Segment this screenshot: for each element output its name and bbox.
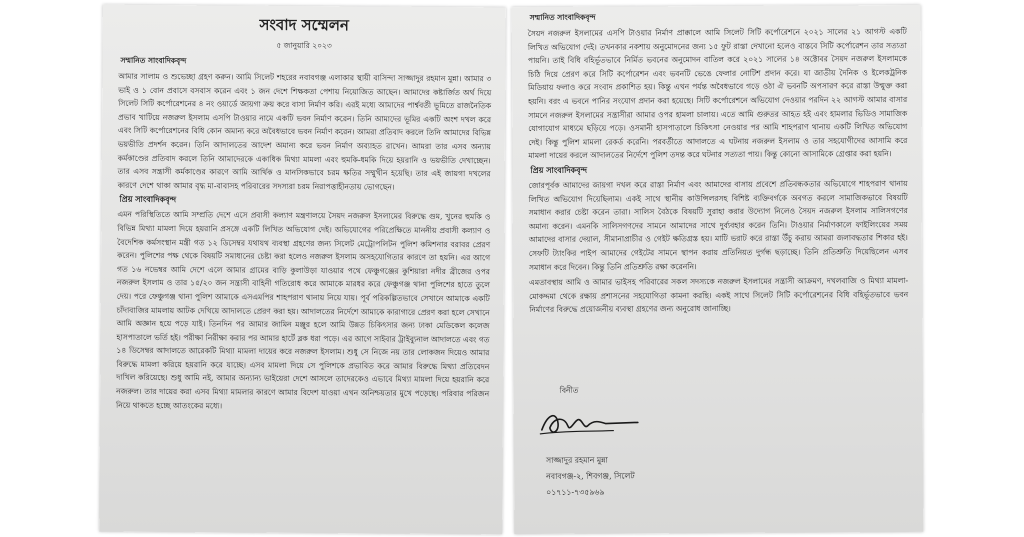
section-heading: প্রিয় সাংবাদিকবৃন্দ [119,194,177,205]
body-paragraph: আমার সালাম ও শুভেচ্ছা গ্রহণ করুন। আমি সিলেট শহরের নবাবগঞ্জ এলাকার স্থায়ী বাসিন্দা সাজ্জাদুর রহমান মুন্না। আমার ৩ ভাই ও ১ বোন প্রবাসে বসবাস করেন এবং ১ জন দেশে শিক্ষকতা পেশায় নিয়োজিত আছেন। আমাদের কষ্টার্জিত অর্থ দিয়ে সিলেট সিটি কর্পোরেশনের ৪ নং ওয়ার্ডে জায়গা ক্রয় করে বাসা নির্মাণ করি। এরই মধ্যে আমাদের পার্শ্ববর্তী ভূমিতে রাজনৈতিক প্রভাব খাটিয়ে নজরুল ইসলাম এসপি টাওয়ার নামে একটি ভবন নির্মাণ করেন। তিনি আমাদের ভূমির একটি অংশ দখল করে এবং সিটি কর্পোরেশনের বিধি কোন অমান্য করে অবৈধভাবে ভবন নির্মাণ করেন। আমরা প্রতিবাদ করলে তিনি আমাদের বিভিন্ন ভয়ভীতি প্রদর্শন করেন। তিনি আদালতের আদেশ অমান্য করে ভবন নির্মাণ অব্যাহত রাখেন। আমরা তার এসব অন্যায় কর্মকাণ্ডের প্রতিবাদ করলে তিনি আমাদেরকে একাধিক মিথ্যা মামলা এবং হুমকি-ধমকি দিয়ে হয়রানি ও ভয়ভীতি দেখাচ্ছেন। তার এসব সন্ত্রাসী কর্মকাণ্ডের কারণে আমি আর্থিক ও মানসিকভাবে চরম ক্ষতির সম্মুখীন হয়েছি। তার এই জায়গা দখলের কারণে দেশে থাকা আমার বৃদ্ধ মা-বাবাসহ পরিবারের সদস্যরা চরম নিরাপত্তাহীনতায় ভোগছেন। [117,71,492,192]
body-paragraph: সৈয়দ নজরুল ইসলামের এসপি টাওয়ার নির্মাণ প্রাক্কালে আমি সিলেট সিটি কর্পোরেশনে ২০২১ সালের ২১ আগস্ট একটি লিখিত অভিযোগ দেই। তখনকার নকশায় অনুমোদনের জন্য ১৫ ফুট রাস্তা দেখানো হলেও বাস্তবে সিটি কর্পোরেশন তার সত্যতা পায়নি। তাই বিধি বহির্ভূতভাবে নির্মিত ভবনের অনুমোদন বাতিল করে ২০২১ সালের ১৪ অক্টোবর সৈয়দ নজরুল ইসলামকে চিঠি দিয়ে প্রেরণ করে সিটি কর্পোরেশন এবং ভবনটি ভেঙে ফেলার নোটিশ প্রদান করে। যা জাতীয় দৈনিক ও ইলেকট্রনিক মিডিয়ায় ফলাও করে সংবাদ প্রকাশিত হয়। কিন্তু এখন পর্যন্ত অবৈধভাবে গড়ে ওঠা ঐ ভবনটি অপসারণ করে রাস্তা উন্মুক্ত করা হয়নি। বরং এ ভবনে পানির সংযোগ প্রদান করা হয়েছে। সিটি কর্পোরেশনে অভিযোগ দেওয়ার পরদিন ২২ আগস্ট আমার বাসার সামনে নজরুল ইসলামের সন্ত্রাসীরা আমার ওপর হামলা চালায়। এতে আমি গুরুতর আহত হই এবং হামলার ভিডিও সামাজিক যোগাযোগ মাধ্যমে ছড়িয়ে পড়ে। ওসমানী হাসপাতালে চিকিৎসা নেওয়ার পর আমি শাহপরাণ থানায় একটি লিখিত অভিযোগ দেই। কিন্তু পুলিশ মামলা রেকর্ড করেনি। পরবর্তীতে আদালতে এ ঘটনায় নজরুল ইসলাম ও তার সহযোগীদের আসামি করে মামলা দায়ের করলে আদালতের নির্দেশে পুলিশ তদন্ত করে ঘটনার সত্যতা পায়। কিন্তু কোনো আসামিকে গ্রেপ্তার করা হয়নি। [527,27,908,161]
section-heading: প্রিয় সাংবাদিকবৃন্দ [530,164,588,175]
handwritten-signature [534,403,644,444]
salutation: সম্মানিত সাংবাদিকবৃন্দ [529,12,596,22]
document-title: সংবাদ সম্মেলন [259,15,349,35]
signature-block [534,384,645,503]
document-page-right [512,5,924,534]
body-paragraph: জোরপূর্বক আমাদের জায়গা দখল করে রাস্তা নির্মাণ এবং আমাদের বাসায় প্রবেশে প্রতিবন্ধকতার অভিযোগে শাহপরাণ থানায় লিখিত অভিযোগ দিয়েছিলাম। একই সাথে স্থানীয় কাউন্সিলরসহ বিশিষ্ট ব্যক্তিবর্গকে অবগত করলে সামাজিকভাবে বিষয়টি সমাধান করার চেষ্টা করেন তারা। সালিস বৈঠকে বিষয়টি সুরাহা করার উদ্যোগ নিলেও সৈয়দ নজরুল ইসলাম সালিসগণের অমান্য করেন। এমনকি সালিসগণদের সামনে আমাদের সাথে দুর্ব্যবহার করেন তিনি। টাওয়ার নির্মাণকালে ফাইলিংয়ের সময় আমাদের বাসার দেয়াল, সীমানাপ্রাচীর ও গেইট ক্ষতিগ্রস্ত হয়। মাটি ভরাট করে রাস্তা উঁচু করায় আমরা জলাবদ্ধতার শিকার হই। সেফটি ট্যাংকির পাইপ আমাদের গেইটের সামনে স্থাপন করায় প্রতিনিয়ত দুর্গন্ধ ছড়াচ্ছে। তিনি প্রতিশ্রুতি দিয়েছিলেন এসব সমাধান করে দিবেন। কিন্তু তিনি প্রতিশ্রুতি রক্ষা করেননি। [528,178,908,272]
document-date: ৫ জানুয়ারি ২০২৩ [276,40,332,51]
body-paragraph: এমতাবস্থায় আমি ও আমার ভাইসহ পরিবারের সকল সদস্যকে নজরুল ইসলামের সন্ত্রাসী আক্রমণ, দখলবাজি ও মিথ্যা মামলা-মোকদ্দমা থেকে রক্ষায় প্রশাসনের সহযোগিতা কামনা করছি। একই সাথে সিলেট সিটি কর্পোরেশনের বিধি বহির্ভূতভাবে ভবন নির্মাণের বিরুদ্ধে প্রয়োজনীয় ব্যবস্থা গ্রহণের জন্য অনুরোধ জানাচ্ছি। [529,276,909,315]
signer-phone: ০১৭১১-৭৩৫৯৬৯ [546,487,605,497]
signer-address: নবাবগঞ্জ-২, শিবগঞ্জ, সিলেট [546,471,635,481]
body-paragraph: এমন পরিস্থিতিতে আমি সম্প্রতি দেশে এসে প্রবাসী কল্যাণ মন্ত্রণালয়ে সৈয়দ নজরুল ইসলামের বিরুদ্ধে গুম, খুনের হুমকি ও বিভিন্ন মিথ্যা মামলা দিয়ে হয়রানি প্রসঙ্গে একটি লিখিত অভিযোগ দেই। অভিযোগের পরিপ্রেক্ষিতে মাননীয় প্রবাসী কল্যাণ ও বৈদেশিক কর্মসংস্থান মন্ত্রী গত ১২ ডিসেম্বর যথাযথ ব্যবস্থা গ্রহণের জন্য সিলেট মেট্রোপলিটন পুলিশ কমিশনার বরাবর প্রেরণ করেন। পুলিশের পক্ষ থেকে বিষয়টি সমাধানের চেষ্টা করা হলেও নজরুল ইসলাম অসহযোগিতার কারণে তা হয়নি। এর আগে গত ১৬ নভেম্বর আমি দেশে এলে আমার গ্রামের বাড়ি কুলাউড়া যাওয়ার পথে ফেঞ্চুগঞ্জের কুশিয়ারা নদীর ব্রীজের ওপর নজরুল ইসলাম ও তার ১৫/২০ জন সন্ত্রাসী বাহিনী গতিরোধ করে আমাকে মারধর করে ফেঞ্চুগঞ্জ থানা পুলিশের হাতে তুলে দেয়। পরে ফেঞ্চুগঞ্জ থানা পুলিশ আমাকে এসএমপির শাহপরাণ থানায় নিয়ে যায়। পূর্ব পরিকল্পিতভাবে সেখানে আমাকে একটি চাঁদাবাজির মামলায় আটক দেখিয়ে আদালতে প্রেরণ করা হয়। আদালতের নির্দেশে আমাকে কারাগারে প্রেরণ করা হলে সেখানে আমি অজ্ঞান হয়ে পড়ে যাই। তিনদিন পর আমার জামিন মঞ্জুর হলে আমি উন্নত চিকিৎসার জন্য ঢাকা মেডিকেল কলেজ হাসপাতালে ভর্তি হই। পরীক্ষা নিরীক্ষা করার পর আমার হার্টে ব্লক ধরা পড়ে। এর আগে সাইবার ট্রাইব্যুনাল আদালতে এবং গত ১৪ ডিসেম্বর আদালতে আরেকটি মিথ্যা মামলা দায়ের করে নজরুল ইসলাম। শুধু সে নিজে নয় তার লোকজন দিয়েও আমার বিরুদ্ধে মামলা করিয়ে হয়রানি করে যাচ্ছে। এসব মামলা দিয়ে সে পুলিশকে প্রভাবিত করে আমার বিরুদ্ধে মিথ্যা প্রতিবেদন দাখিল করিয়েছে। শুধু আমি নই, আমার অন্যান্য ভাইয়েরা দেশে আসলে তাদেরকেও এভাবে মিথ্যা মামলা দিয়ে হয়রানি করে নজরুল। তার দায়ের করা এসব মিথ্যা মামলার কারণে আমার বিদেশ যাওয়া এখন অনিশ্চয়তার মুখে পড়েছে। পরিবার পরিজন নিয়ে থাকতে হচ্ছে আতংকের মধ্যে। [116,210,491,411]
signer-name: সাজ্জাদুর রহমান মুন্না [545,455,608,465]
salutation: সম্মানিত সাংবাদিকবৃন্দ [120,55,187,66]
closing-word: বিনীত [559,385,579,395]
document-page-left [99,5,506,535]
